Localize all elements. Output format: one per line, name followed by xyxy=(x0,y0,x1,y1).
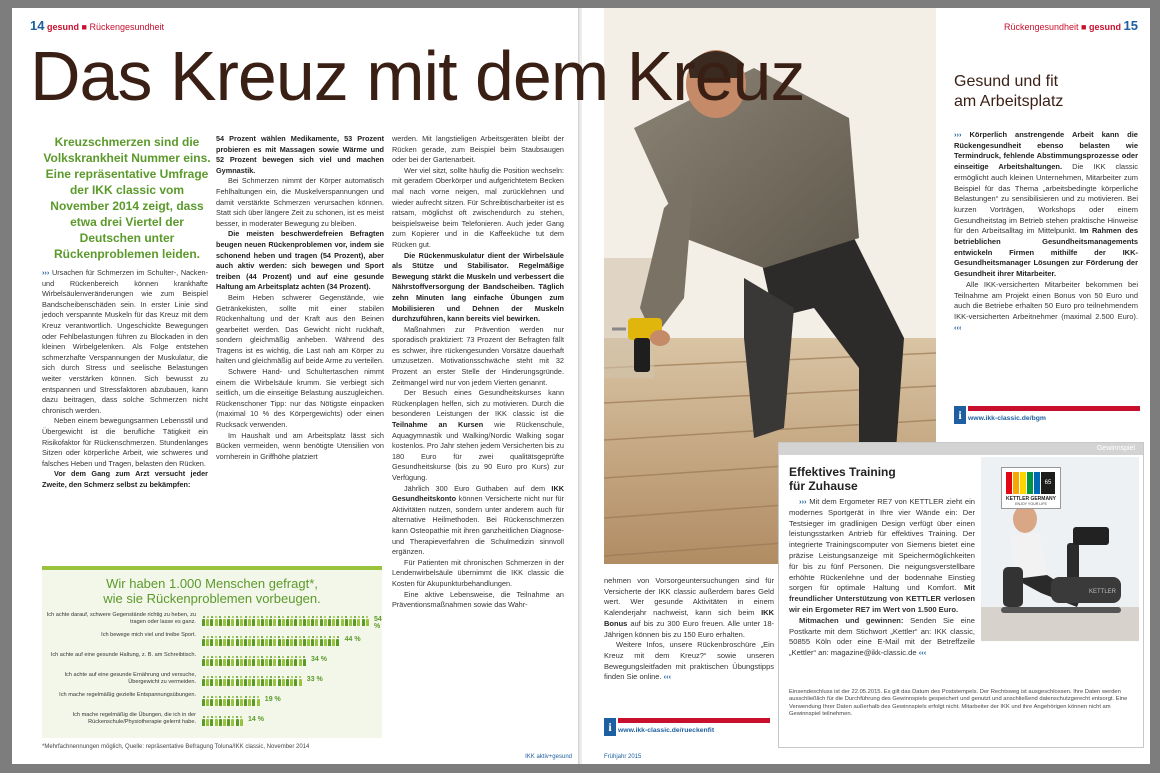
info-icon: i xyxy=(604,718,616,736)
person-icon xyxy=(332,636,335,646)
person-icon xyxy=(290,616,293,626)
person-icon xyxy=(219,616,222,626)
person-icon xyxy=(332,616,335,626)
logo-stripe-green xyxy=(1027,472,1033,494)
person-icon xyxy=(206,636,209,646)
person-icon xyxy=(336,636,339,646)
person-icon xyxy=(282,656,285,666)
person-icon xyxy=(236,676,239,686)
person-icon xyxy=(282,636,285,646)
survey-percent: 19 % xyxy=(264,696,281,703)
logo-stripe-orange xyxy=(1013,472,1019,494)
person-icon xyxy=(307,636,310,646)
person-icon xyxy=(320,636,323,646)
person-icon xyxy=(240,616,243,626)
person-icon xyxy=(273,636,276,646)
person-icon xyxy=(219,676,222,686)
person-icon xyxy=(328,636,331,646)
person-icon xyxy=(244,636,247,646)
person-icon xyxy=(265,636,268,646)
survey-bar xyxy=(202,716,370,726)
person-icon xyxy=(227,616,230,626)
contest-title: Effektives Training für Zuhause xyxy=(789,465,896,493)
person-icon xyxy=(248,676,251,686)
right-page xyxy=(582,8,1150,764)
person-icon xyxy=(206,676,209,686)
person-icon xyxy=(202,676,205,686)
kettler-tagline: ENJOY YOUR LIFE xyxy=(1015,502,1047,506)
person-icon xyxy=(248,636,251,646)
survey-row-label: Ich mache regelmäßig gezielte Entspannungsübungen. xyxy=(59,692,196,698)
left-folio: 14 gesund ■ Rückengesundheit xyxy=(30,18,165,33)
person-icon xyxy=(231,716,234,726)
arrows-icon: ››› xyxy=(954,130,962,139)
person-icon xyxy=(366,616,369,626)
person-icon xyxy=(341,616,344,626)
section-subtitle: Rückengesundheit xyxy=(89,22,165,32)
person-icon xyxy=(315,636,318,646)
survey-row-label: Ich achte auf eine gesunde Haltung, z. B. am Schreibtisch. xyxy=(50,652,196,658)
person-icon xyxy=(273,676,276,686)
person-icon xyxy=(269,656,272,666)
person-icon xyxy=(311,636,314,646)
sidebar-title: Gesund und fit am Arbeitsplatz xyxy=(954,73,1064,110)
person-icon xyxy=(294,636,297,646)
person-icon xyxy=(202,716,205,726)
person-icon xyxy=(269,636,272,646)
article-column-4: nehmen von Vorsorgeuntersuchungen sind für Versicherte der IKK classic außerdem bares Geld wert. Wer gesunde Aktivitäten in einem Kalenderjahr nachweist, kann sich beim IKK Bonus auf bis zu 300 Euro freuen. Alle unter 18-Jährigen können bis zu 150 Euro erhalten. Weitere Infos, unsere Rückenbroschüre „Ein Kreuz mit dem Kreuz?“ sowie unseren Bewegungsleitfaden mit praktischen Übungstipps finden Sie online. ‹‹‹ xyxy=(604,576,774,682)
person-icon xyxy=(206,656,209,666)
person-icon xyxy=(219,696,222,706)
survey-row xyxy=(42,672,382,692)
person-icon xyxy=(282,616,285,626)
person-icon xyxy=(236,636,239,646)
person-icon xyxy=(257,676,260,686)
info-rule xyxy=(968,406,1140,411)
person-icon xyxy=(227,696,230,706)
survey-row-label: Ich bewege mich viel und treibe Sport. xyxy=(101,632,196,638)
person-icon xyxy=(252,696,255,706)
person-icon xyxy=(244,676,247,686)
person-icon xyxy=(286,676,289,686)
person-icon xyxy=(278,656,281,666)
person-icon xyxy=(215,636,218,646)
person-icon xyxy=(324,616,327,626)
person-icon xyxy=(311,616,314,626)
survey-percent: 33 % xyxy=(306,676,323,683)
person-icon xyxy=(210,676,213,686)
person-icon xyxy=(257,656,260,666)
kettler-logo xyxy=(1001,467,1061,509)
person-icon xyxy=(244,696,247,706)
survey-row-label: Ich mache regelmäßig die Übungen, die ich in der Rückenschule/Physiotherapie gelernt habe. xyxy=(72,712,196,725)
person-icon xyxy=(294,616,297,626)
person-icon xyxy=(252,676,255,686)
person-icon xyxy=(324,636,327,646)
person-icon xyxy=(202,656,205,666)
person-icon xyxy=(303,636,306,646)
person-icon xyxy=(303,656,306,666)
person-icon xyxy=(215,716,218,726)
person-icon xyxy=(265,656,268,666)
person-icon xyxy=(282,676,285,686)
info-icon: i xyxy=(954,406,966,424)
person-icon xyxy=(315,616,318,626)
left-page xyxy=(12,8,580,764)
person-icon xyxy=(257,616,260,626)
survey-box xyxy=(42,566,382,738)
person-icon xyxy=(210,696,213,706)
person-icon xyxy=(299,616,302,626)
end-arrows-icon: ‹‹‹ xyxy=(663,672,672,682)
end-arrows-icon: ‹‹‹ xyxy=(954,322,962,332)
person-icon xyxy=(252,616,255,626)
person-icon xyxy=(223,676,226,686)
person-icon xyxy=(231,696,234,706)
person-icon xyxy=(227,676,230,686)
page-number: 15 xyxy=(1123,18,1138,33)
person-icon xyxy=(353,616,356,626)
person-icon xyxy=(210,616,213,626)
person-icon xyxy=(210,636,213,646)
section-name: gesund xyxy=(1089,22,1122,32)
person-icon xyxy=(357,616,360,626)
survey-row xyxy=(42,612,382,632)
survey-percent: 54 % xyxy=(374,616,382,630)
person-icon xyxy=(223,696,226,706)
lead-paragraph: Kreuzschmerzen sind die Volkskrankheit Nummer eins. Eine repräsentative Umfrage der IKK classic vom November 2014 zeigt, dass etwa drei Viertel der Deutschen unter Rückenproblemen leiden. xyxy=(43,135,211,261)
person-icon xyxy=(219,716,222,726)
person-icon xyxy=(231,676,234,686)
person-icon xyxy=(269,616,272,626)
person-icon xyxy=(294,656,297,666)
person-icon xyxy=(227,636,230,646)
person-icon xyxy=(236,716,239,726)
person-icon xyxy=(240,676,243,686)
person-icon xyxy=(240,636,243,646)
survey-bar xyxy=(202,696,370,706)
person-icon xyxy=(362,616,365,626)
person-icon xyxy=(252,636,255,646)
survey-footnote: *Mehrfachnennungen möglich, Quelle: repräsentative Befragung Toluna/IKK classic, November 2014 xyxy=(42,744,310,750)
article-column-1: ››› Ursachen für Schmerzen im Schulter-, Nacken- und Rückenbereich können krankhafte Wirbelsäulenveränderungen wie zum Beispiel Bandscheibenschäden sein. In erster Linie sind jedoch verspannte Muskeln für das Kreuz mit dem Kreuz verantwortlich. Ungeschickte Bewegungen oder Fehlbelastungen führen zu Blockaden in den kleinen Wirbelgelenken. Als Folge entstehen schmerzhafte Verspannungen der Muskulatur, die sich durch Stress und seelische Belastungen weiter verstärken können. Sich bewusst zu entspannen und Stressfaktoren abzubauen, kann dazu beitragen, dass solche Schmerzen nicht chronisch werden. Neben einem bewegungsarmen Lebensstil und Übergewicht ist die berufliche Tätigkeit ein Risikofaktor für Rückenschmerzen. Stundenlanges Sitzen oder körperliche Arbeit, wie schweres und falsches Heben und Tragen, belasten den Rücken. Vor dem Gang zum Arzt versucht jeder Zweite, den Schmerz selbst zu bekämpfen: xyxy=(42,268,209,489)
arrows-icon: ››› xyxy=(799,497,807,506)
survey-row-label: Ich achte darauf, schwere Gegenstände richtig zu heben, zu tragen oder lasse es ganz. xyxy=(46,612,196,625)
svg-text:KETTLER: KETTLER xyxy=(1089,589,1117,595)
logo-stripe-blue xyxy=(1034,472,1040,494)
person-icon xyxy=(290,636,293,646)
person-icon xyxy=(236,656,239,666)
person-icon xyxy=(231,636,234,646)
survey-row xyxy=(42,712,382,732)
person-icon xyxy=(299,636,302,646)
person-icon xyxy=(265,616,268,626)
person-icon xyxy=(202,616,205,626)
person-icon xyxy=(320,616,323,626)
person-icon xyxy=(257,636,260,646)
person-icon xyxy=(290,656,293,666)
person-icon xyxy=(206,696,209,706)
person-icon xyxy=(278,636,281,646)
sidebar-text: ››› Körperlich anstrengende Arbeit kann die Rückengesundheit ebenso belasten wie Termindruck, fehlende Abstimmungsprozesse oder einseitige Arbeitshaltungen. Die IKK classic ermöglicht auch kleinen Unternehmen, Mitarbeiter zum Beispiel für das Thema „arbeitsbedingte körperliche Belastungen“ zu sensibilisieren und zu motivieren. Bei kurzen Vorträgen, Workshops oder einem Gesundheitstag im Betrieb stehen praktische Hinweise für den Arbeitsalltag im Mittelpunkt. Im Rahmen des betrieblichen Gesundheitsmanagements entwickeln Firmen mithilfe der IKK-Gesundheitsmanager Lösungen zur Förderung der Gesundheit ihrer Mitarbeiter. Alle IKK-versicherten Mitarbeiter bekommen bei Teilnahme am Projekt einen Bonus von 50 Euro und auch die Betriebe erhalten 50 Euro pro teilnehmendem IKK-versicherten Arbeitnehmer (maximal 2.500 Euro). ‹‹‹ xyxy=(954,130,1139,332)
survey-percent: 44 % xyxy=(344,636,361,643)
person-icon xyxy=(231,616,234,626)
section-name: gesund xyxy=(46,22,79,32)
person-icon xyxy=(286,636,289,646)
person-icon xyxy=(307,616,310,626)
person-icon xyxy=(248,696,251,706)
person-icon xyxy=(215,696,218,706)
contest-box xyxy=(778,442,1144,748)
person-icon xyxy=(261,676,264,686)
person-icon xyxy=(236,616,239,626)
bgm-url[interactable]: www.ikk-classic.de/bgm xyxy=(968,415,1046,422)
person-icon xyxy=(269,676,272,686)
person-icon xyxy=(257,696,260,706)
person-icon xyxy=(236,696,239,706)
logo-stripe-yellow xyxy=(1020,472,1026,494)
person-icon xyxy=(240,716,243,726)
person-icon xyxy=(219,636,222,646)
person-icon xyxy=(244,656,247,666)
person-icon xyxy=(227,656,230,666)
kettler-brand: KETTLER GERMANY xyxy=(1006,496,1056,502)
survey-title: Wir haben 1.000 Menschen gefragt*, wie sie Rückenproblemen vorbeugen. xyxy=(103,576,321,606)
person-icon xyxy=(252,656,255,666)
person-icon xyxy=(273,616,276,626)
survey-percent: 14 % xyxy=(248,716,264,723)
survey-percent: 34 % xyxy=(311,656,327,663)
person-icon xyxy=(273,656,276,666)
contest-text: ››› Mit dem Ergometer RE7 von KETTLER zieht ein modernes Sportgerät in Ihre vier Wände ein: Der Testsieger im gradlinigen Design verfügt über einen leistungsstarken Antrieb für effektives Training. Der integrierte Trainingscomputer von Siemens bietet eine präzise Leistungsanzeige mit Speichermöglichkeiten für bis zu fünf Personen. Die neigungsverstellbare erhöhte Rückenlehne und der bodennahe Einstieg sorgen für optimale Haltung und Komfort. Mit freundlicher Unterstützung von KETTLER verlosen wir ein Ergometer RE7 im Wert von 1.500 Euro. Mitmachen und gewinnen: Senden Sie eine Postkarte mit dem Stichwort „Kettler“ an: IKK classic, 50855 Köln oder eine E-Mail mit der Betreffzeile „Kettler“ an: magazine@ikk-classic.de ‹‹‹ xyxy=(789,497,975,658)
person-icon xyxy=(215,676,218,686)
survey-row xyxy=(42,652,382,672)
person-icon xyxy=(240,696,243,706)
logo-stripe-red xyxy=(1006,472,1012,494)
survey-row-label: Ich achte auf eine gesunde Ernährung und versuche, Übergewicht zu vermeiden. xyxy=(64,672,196,685)
left-footer: IKK aktiv+gesund xyxy=(525,754,572,760)
right-folio: Rückengesundheit ■ gesund 15 xyxy=(1003,18,1138,33)
person-icon xyxy=(210,656,213,666)
person-icon xyxy=(240,656,243,666)
article-column-2: 54 Prozent wählen Medikamente, 53 Prozent probieren es mit Massagen sowie Wärme und 52 Prozent bewegen sich viel und machen Gymnastik. Bei Schmerzen nimmt der Körper automatisch Fehlhaltungen ein, die Muskelverspannungen und damit verstärkte Schmerzen verursachen können. Statt sich über längere Zeit zu schonen, ist es meist besser, in moderater Bewegung zu bleiben. Die meisten beschwerdefreien Befragten beugen neuen Rückenproblemen vor, indem sie schonend heben und tragen (54 Prozent), aber auch aktiv werden: sich bewegen und Sport treiben (44 Prozent) und auf eine gesunde Haltung am Arbeitsplatz achten (34 Prozent). Beim Heben schwerer Gegenstände, wie Getränkekisten, sollte mit einer stabilen Rückenhaltung und der Kraft aus den Beinen gearbeitet werden. Das Gewicht nicht ruckhaft, sondern gleichmäßig anheben. Während des Tragens ist es wichtig, die Last nah am Körper zu halten und gleichmäßig auf beide Arme zu verteilen. Schwere Hand- und Schultertaschen nimmt einem die Wirbelsäule krumm. Sie verbiegt sich seitlich, um die einseitige Belastung auszugleichen. Rückenschoner Tipp: nur das Nötigste einpacken (maximal 10 % des Körpergewichts) oder einen Rucksack verwenden. Im Haushalt und am Arbeitsplatz lässt sich Bücken vermeiden, wenn benötigte Utensilien von vornherein in Griffhöhe platziert xyxy=(216,134,384,461)
person-icon xyxy=(303,616,306,626)
section-subtitle: Rückengesundheit xyxy=(1003,22,1079,32)
person-icon xyxy=(202,696,205,706)
person-icon xyxy=(294,676,297,686)
person-icon xyxy=(223,716,226,726)
person-icon xyxy=(345,616,348,626)
person-icon xyxy=(278,616,281,626)
person-icon xyxy=(202,636,205,646)
bgm-info-link[interactable] xyxy=(954,406,1142,424)
person-icon xyxy=(231,656,234,666)
person-icon xyxy=(286,656,289,666)
contest-terms: Einsendeschluss ist der 22.05.2015. Es gilt das Datum des Poststempels. Der Rechtsweg ist ausgeschlossen. Ihre Daten werden ausschließlich für die Durchführung des Gewinnspiels gespeichert und genutzt und anschließend datenschutzgerecht entsorgt. Eine Verwendung Ihrer Daten außerhalb des Gewinnspiels erfolgt nicht. Mitarbeiter der IKK und ihre Angehörigen können nicht am Gewinnspiel teilnehmen. xyxy=(789,689,1128,718)
survey-row xyxy=(42,692,382,712)
person-icon xyxy=(248,616,251,626)
person-icon xyxy=(248,656,251,666)
info-rule xyxy=(618,718,770,723)
person-icon xyxy=(286,616,289,626)
person-icon xyxy=(223,616,226,626)
person-icon xyxy=(215,616,218,626)
person-icon xyxy=(244,616,247,626)
person-icon xyxy=(261,616,264,626)
person-icon xyxy=(278,676,281,686)
end-arrows-icon: ‹‹‹ xyxy=(918,648,927,658)
person-icon xyxy=(261,656,264,666)
page-number: 14 xyxy=(30,18,45,33)
survey-bar xyxy=(202,656,370,666)
person-icon xyxy=(223,636,226,646)
contest-tag: Gewinnspiel xyxy=(779,443,1143,455)
rueckenfit-info-link[interactable] xyxy=(604,718,770,736)
person-icon xyxy=(290,676,293,686)
person-icon xyxy=(261,636,264,646)
rueckenfit-url[interactable]: www.ikk-classic.de/rueckenfit xyxy=(618,727,715,734)
right-footer: Frühjahr 2015 xyxy=(604,754,642,760)
survey-bar xyxy=(202,616,370,626)
person-icon xyxy=(223,656,226,666)
arrows-icon: ››› xyxy=(42,268,50,277)
person-icon xyxy=(215,656,218,666)
survey-row xyxy=(42,632,382,652)
person-icon xyxy=(265,676,268,686)
person-icon xyxy=(299,656,302,666)
headline: Das Kreuz mit dem Kreuz xyxy=(30,37,805,115)
person-icon xyxy=(299,676,302,686)
person-icon xyxy=(349,616,352,626)
person-icon xyxy=(219,656,222,666)
person-icon xyxy=(206,716,209,726)
person-icon xyxy=(336,616,339,626)
person-icon xyxy=(206,616,209,626)
person-icon xyxy=(328,616,331,626)
logo-block: 65 xyxy=(1041,472,1055,494)
person-icon xyxy=(227,716,230,726)
article-column-3: werden. Mit langstieligen Arbeitsgeräten bleibt der Rücken gerade, zum Beispiel beim Staubsaugen oder bei der Gartenarbeit. Wer viel sitzt, sollte häufig die Position wechseln: mit geradem Oberkörper und aufgerichtetem Becken mal nach vorne neigen, mal zurücklehnen und wieder aufrecht sitzen. Für Schreibtischarbeiter ist es ratsam, möglichst oft zwischendurch zu stehen, beispielsweise beim Telefonieren. Auch jeder Gang zum Kopierer und in die Kaffeeküche tut dem Rücken gut. Die Rückenmuskulatur dient der Wirbelsäule als Stütze und Stabilisator. Regelmäßige Bewegung stärkt die Muskeln und verbessert die Nährstoffversorgung der Bandscheiben. Täglich zehn Minuten lang einfache Übungen zum Mobilisieren und Dehnen der Muskeln durchzuführen, kann bereits viel bewirken. Maßnahmen zur Prävention werden nur sporadisch praktiziert: 73 Prozent der Befragten fällt es schwer, ihre rückengesunden Vorsätze dauerhaft umzusetzen. Motivationsschwäche steht mit 32 Prozent an erster Stelle der Hinderungsgründe. Zeitmangel wird nur von jedem Vierten genannt. Der Besuch eines Gesundheitskurses kann Rückenplagen helfen, sich zu motivieren. Durch die besonderen Leistungen der IKK classic ist die Teilnahme an Kursen wie Rückenschule, Aquagymnastik und Walking/Nordic Walking sogar kostenlos. Pro Jahr stehen jedem Versicherten bis zu 180 Euro für zwei qualitätsgeprüfte Gesundheitskurse (bis zu 90 Euro pro Kurs) zur Verfügung. Jährlich 300 Euro Guthaben auf dem IKK Gesundheitskonto können Versicherte nicht nur für Aktivitäten nutzen, sondern unter anderem auch für alternative Heilmethoden. Bei Rückenschmerzen kann Osteopathie mit ihren ganzheitlichen Diagnose- und Therapieverfahren die Schulmedizin sinnvoll ergänzen. Für Patienten mit chronischen Schmerzen in der Lendenwirbelsäule übernimmt die IKK classic die Kosten für Akupunkturbehandlungen. Eine aktive Lebensweise, die Teilnahme an Präventionsmaßnahmen sowie das Wahr- xyxy=(392,134,564,610)
survey-bar xyxy=(202,676,370,686)
person-icon xyxy=(210,716,213,726)
